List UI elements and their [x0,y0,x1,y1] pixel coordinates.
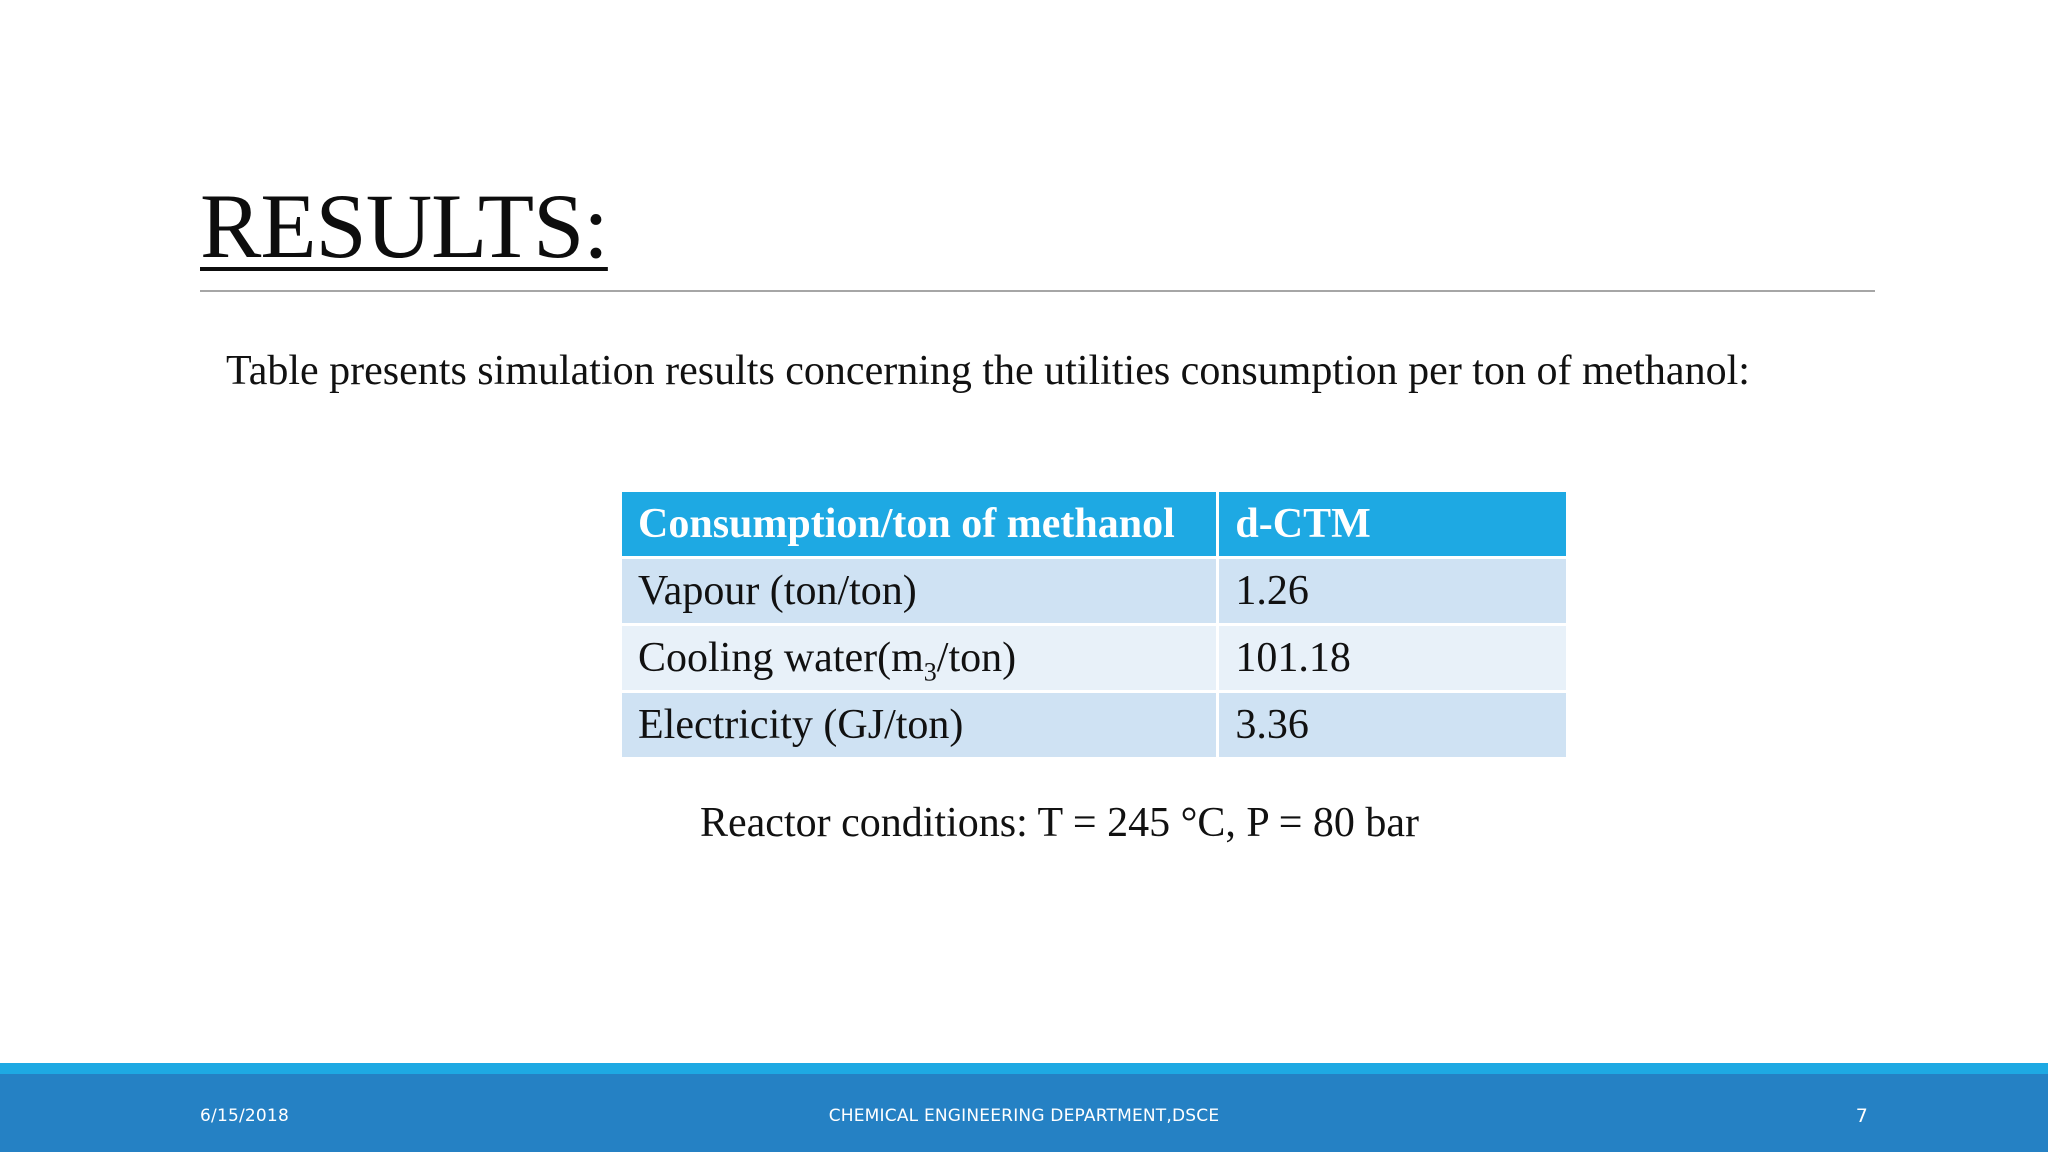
table-row [621,692,1568,759]
title-divider [200,290,1875,292]
slide-title: RESULTS: [200,175,608,277]
results-table [619,489,1569,760]
table-cell-label: Vapour (ton/ton) [621,558,1218,625]
table-header-cell: Consumption/ton of methanol [621,491,1218,558]
reactor-conditions-note: Reactor conditions: T = 245 °C, P = 80 bar [700,800,1420,846]
label-text: Cooling water(m [638,635,924,681]
label-subscript: 3 [923,657,937,687]
table-cell-label [621,625,1218,692]
page-number: 7 [1855,1105,1868,1127]
footer-accent-stripe [0,1063,2048,1074]
table-header-cell: d-CTM [1218,491,1568,558]
table-row [621,558,1568,625]
table-header-row [621,491,1568,558]
table-row [621,625,1568,692]
table-cell-value: 101.18 [1218,625,1568,692]
footer-department: CHEMICAL ENGINEERING DEPARTMENT,DSCE [828,1106,1220,1126]
footer-bar [0,1074,2048,1152]
label-text: /ton) [936,635,1017,681]
table-cell-label: Electricity (GJ/ton) [621,692,1218,759]
intro-text: Table presents simulation results concerning the utilities consumption per ton of methanol: [226,348,1750,394]
table-cell-value: 3.36 [1218,692,1568,759]
footer-date: 6/15/2018 [200,1106,289,1126]
table-cell-value: 1.26 [1218,558,1568,625]
